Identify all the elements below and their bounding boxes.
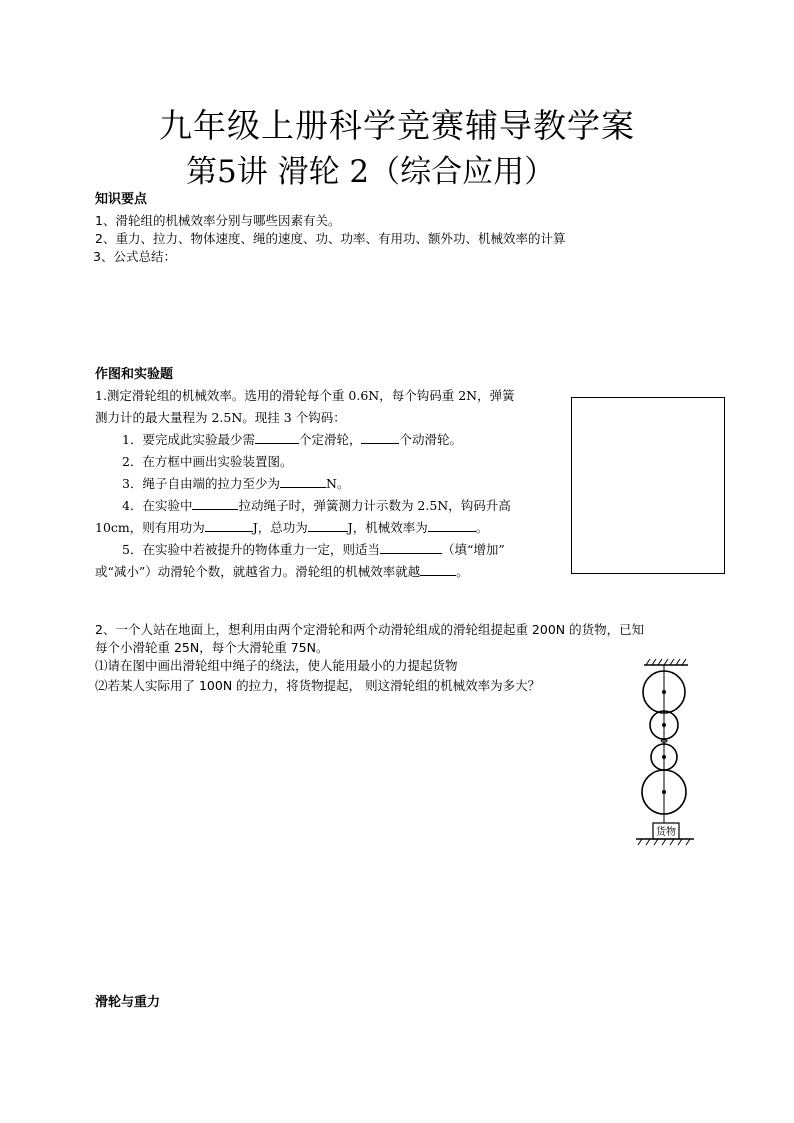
q1-increase-decrease-blank[interactable]	[380, 541, 442, 554]
q1-step-4-cont	[95, 518, 488, 536]
ground-icon	[636, 839, 694, 845]
page-title: 九年级上册科学竞赛辅导教学案	[159, 106, 635, 145]
knowledge-heading: 知识要点	[95, 192, 148, 207]
q1-s1-text-b: 个定滑轮，	[298, 432, 362, 447]
q1-intro-line2: 测力计的最大量程为 2.5N。现挂 3 个钩码：	[95, 410, 346, 425]
q1-s5-text-b: （填“增加”	[441, 542, 505, 557]
cargo-label: 货物	[656, 827, 676, 838]
ceiling-icon	[644, 659, 688, 665]
q2-line2: 每个小滑轮重 25N，每个大滑轮重 75N。	[95, 640, 329, 655]
q1-total-work-blank[interactable]	[308, 519, 348, 532]
q2-part1: ⑴请在图中画出滑轮组中绳子的绕法，使人能用最小的力提起货物	[95, 658, 458, 673]
q1-efficiency-change-blank[interactable]	[420, 563, 456, 576]
q1-s4-text-e: J，机械效率为	[347, 520, 428, 535]
q1-s3-text-a: 3．绳子自由端的拉力至少为	[122, 476, 280, 491]
q1-force-blank[interactable]	[280, 475, 326, 488]
experiment-heading: 作图和实验题	[95, 367, 174, 382]
q1-step-2: 2．在方框中画出实验装置图。	[122, 454, 293, 469]
q2-part2: ⑵若某人实际用了 100N 的拉力，将货物提起， 则这滑轮组的机械效率为多大？	[95, 678, 541, 693]
knowledge-item-3: 3、公式总结：	[93, 249, 176, 264]
q1-pull-manner-blank[interactable]	[192, 497, 238, 510]
q1-step-4	[122, 496, 511, 514]
q1-step-5	[122, 540, 505, 558]
q1-movable-pulley-blank[interactable]	[361, 431, 399, 444]
q1-intro-line1: 1.测定滑轮组的机械效率。选用的滑轮每个重 0.6N，每个钩码重 2N，弹簧	[95, 388, 515, 403]
q1-useful-work-blank[interactable]	[205, 519, 253, 532]
q1-s4-text-a: 4．在实验中	[122, 498, 193, 513]
q1-s4-text-b: 拉动绳子时，弹簧测力计示数为 2.5N，钩码升高	[238, 498, 511, 513]
q1-s1-text-c: 个动滑轮。	[399, 432, 462, 447]
pulley-system-figure[interactable]	[620, 655, 710, 850]
q1-s4-text-f: 。	[475, 520, 489, 535]
q1-s5-text-c: 或“减小”）动滑轮个数，就越省力。滑轮组的机械效率就越	[95, 564, 421, 579]
q2-line1: 2、一个人站在地面上，想利用由两个定滑轮和两个动滑轮组成的滑轮组提起重 200N 的货物，已知	[95, 622, 645, 637]
q1-s4-text-c: 10cm，则有用功为	[95, 520, 205, 535]
lesson-subtitle: 第5讲 滑轮 2（综合应用）	[186, 154, 556, 190]
knowledge-item-2: 2、重力、拉力、物体速度、绳的速度、功、功率、有用功、额外功、机械效率的计算	[95, 231, 566, 246]
q1-s3-text-b: N。	[325, 476, 350, 491]
q1-s1-text-a: 1．要完成此实验最少需	[122, 432, 255, 447]
q1-s4-text-d: J，总功为	[252, 520, 308, 535]
knowledge-item-1: 1、滑轮组的机械效率分别与哪些因素有关。	[95, 213, 341, 228]
q1-step-3	[122, 474, 349, 492]
q1-s5-text-a: 5．在实验中若被提升的物体重力一定，则适当	[122, 542, 380, 557]
section-heading-pulley-gravity: 滑轮与重力	[95, 995, 161, 1010]
q1-step-5-cont	[95, 562, 469, 580]
q1-efficiency-blank[interactable]	[428, 519, 476, 532]
q1-step-1	[122, 430, 462, 448]
q1-s5-text-d: 。	[456, 564, 469, 579]
q1-fixed-pulley-blank[interactable]	[255, 431, 299, 444]
q1-drawing-box[interactable]	[571, 397, 725, 574]
